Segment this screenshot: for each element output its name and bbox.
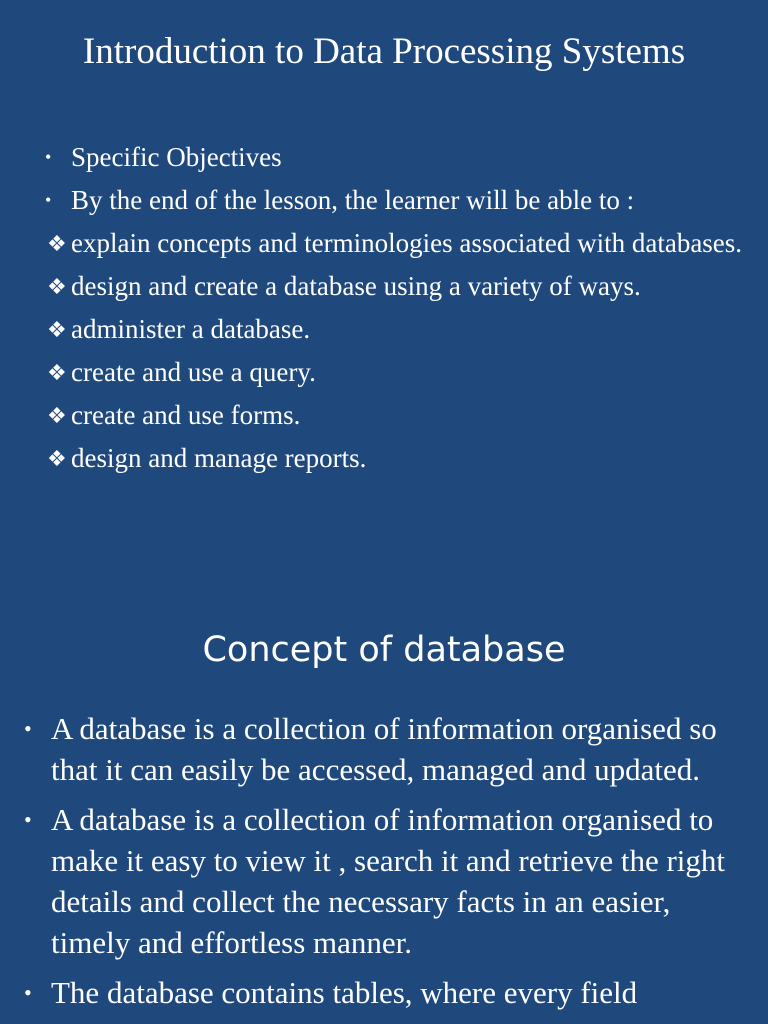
objective-text: explain concepts and terminologies associated with databases.	[71, 228, 743, 258]
objective-text: create and use a query.	[71, 357, 316, 387]
list-item	[0, 181, 768, 219]
list-item-text: A database is a collection of information organised so that it can easily be accessed, managed and updated.	[51, 711, 717, 787]
bullet-icon: •	[45, 147, 52, 167]
slide-concept	[0, 590, 768, 1024]
bullet-icon: •	[24, 980, 32, 1005]
objectives-list	[0, 138, 768, 477]
bullet-icon: •	[24, 807, 32, 832]
list-item	[0, 799, 768, 963]
diamond-bullet-icon: ❖	[47, 403, 67, 428]
diamond-bullet-icon: ❖	[47, 317, 67, 342]
list-item-text: A database is a collection of information organised to make it easy to view it , search it and retrieve the right details and collect the necessary facts in an easier, timely and effortless manner.	[51, 802, 726, 960]
list-item-text: The database contains tables, where every field	[51, 975, 638, 1010]
list-item-text: Specific Objectives	[71, 142, 282, 172]
diamond-bullet-icon: ❖	[47, 446, 67, 471]
objective-item	[0, 396, 768, 434]
diamond-bullet-icon: ❖	[47, 360, 67, 385]
objective-item	[0, 353, 768, 391]
objective-text: design and create a database using a variety of ways.	[71, 271, 641, 301]
objective-item	[0, 224, 768, 262]
objective-item	[0, 310, 768, 348]
list-item	[0, 708, 768, 790]
bullet-icon: •	[45, 190, 52, 210]
objective-text: administer a database.	[71, 314, 311, 344]
diamond-bullet-icon: ❖	[47, 274, 67, 299]
objective-item	[0, 267, 768, 305]
concept-list	[0, 708, 768, 1022]
bullet-icon: •	[24, 716, 32, 741]
objective-text: create and use forms.	[71, 400, 301, 430]
objective-text: design and manage reports.	[71, 443, 367, 473]
list-item	[0, 138, 768, 176]
list-item	[0, 972, 768, 1013]
objective-item	[0, 439, 768, 477]
diamond-bullet-icon: ❖	[47, 231, 67, 256]
slide-title: Introduction to Data Processing Systems	[82, 31, 686, 72]
list-item-text: By the end of the lesson, the learner will be able to :	[71, 185, 635, 215]
slide-title: Concept of database	[202, 630, 566, 670]
